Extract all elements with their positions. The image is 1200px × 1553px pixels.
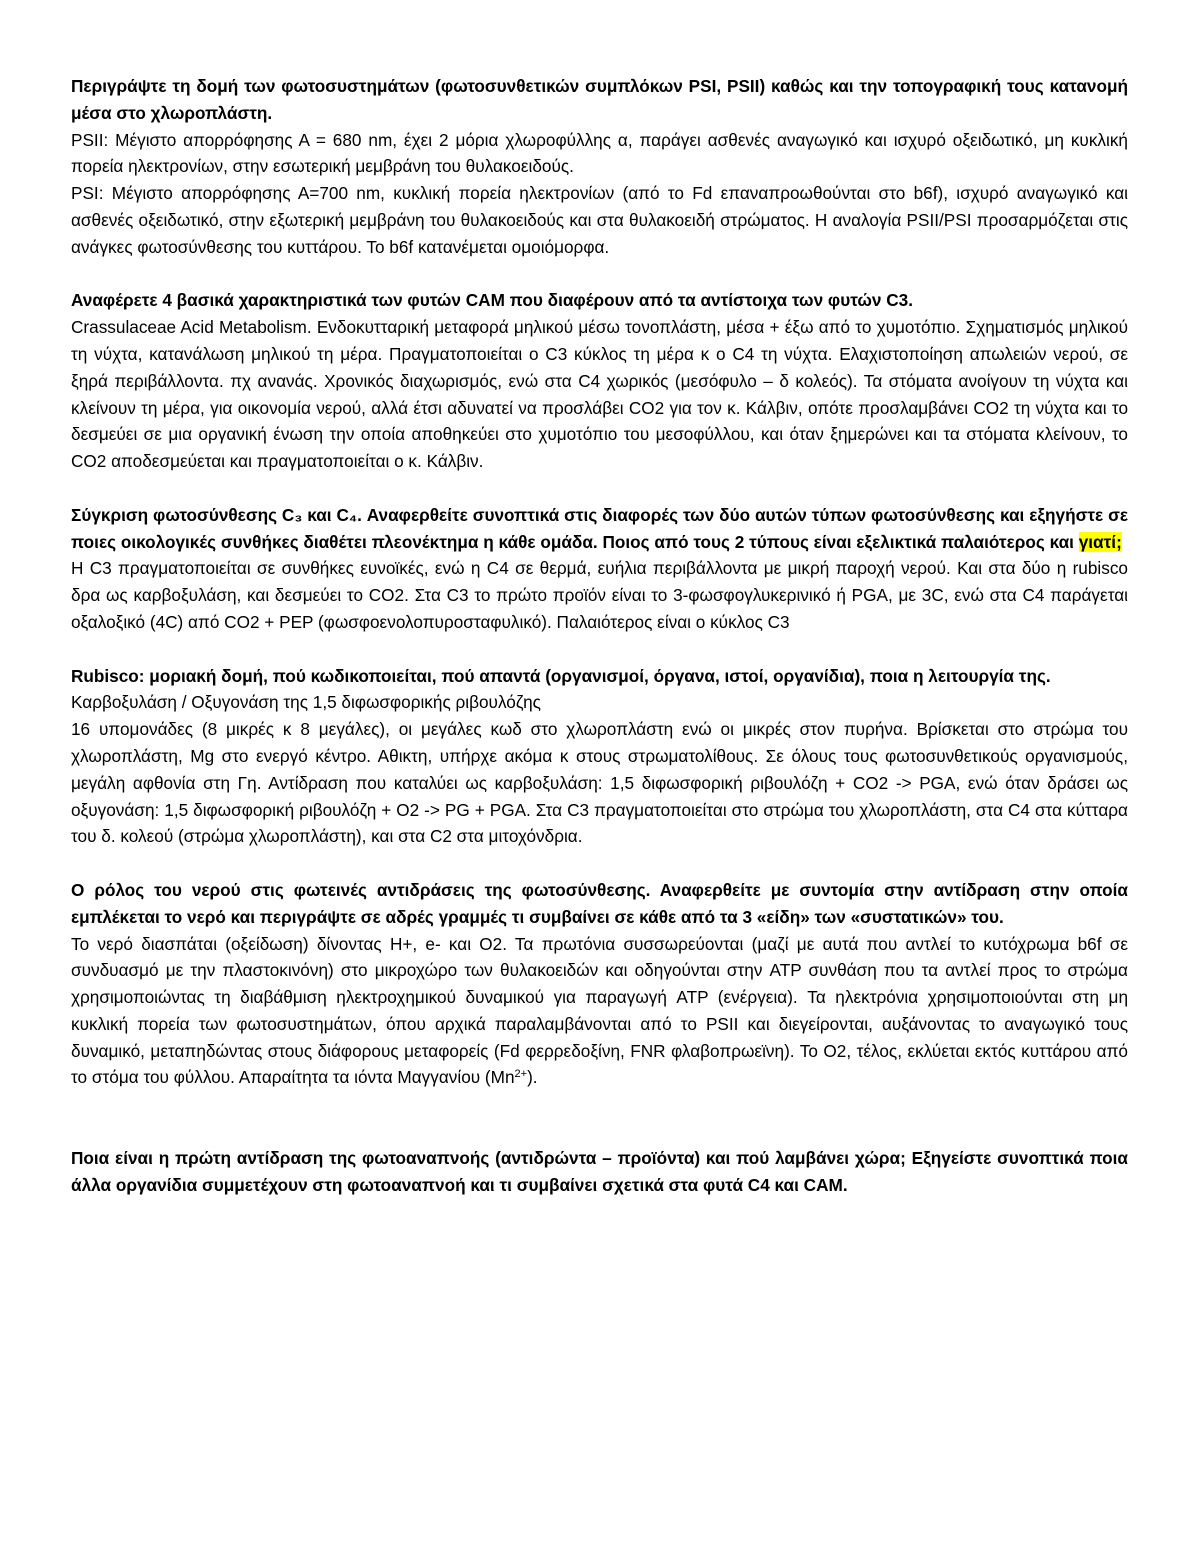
answer-water-end: ). [527,1067,538,1088]
answer-water [71,931,1128,1092]
answer-psii: PSII: Μέγιστο απορρόφησης Α = 680 nm, έχει 2 μόρια χλωροφύλλης α, παράγει ασθενές αναγωγικό και ισχυρό οξειδωτικό, μη κυκλική πορεία ηλεκτρονίων, στην εσωτερική μεμβράνη του θυλακοειδούς. [71,129,1128,177]
question-c3-c4 [71,502,1128,556]
answer-c3-c4: Η C3 πραγματοποιείται σε συνθήκες ευνοϊκές, ενώ η C4 σε θερμά, ευήλια περιβάλλοντα με μικρή παροχή νερού. Και στα δύο η rubisco δρα ως καρβοξυλάση, και δεσμεύει το CO2. Στα C3 το πρώτο προϊόν είναι το 3-φωσφογλυκερινικό ή PGA, με 3C, ενώ στα C4 παράγεται οξαλοξικό (4C) από CO2 + PEP (φωσφοενολοπυροσταφυλικό). Παλαιότερος είναι ο κύκλος C3 [71,558,1128,632]
question-photosystems: Περιγράψτε τη δομή των φωτοσυστημάτων (φωτοσυνθετικών συμπλόκων PSI, PSII) καθώς και την τοπογραφική τους κατανομή μέσα στο χλωροπλάστη. [71,76,1128,123]
question-cam: Αναφέρετε 4 βασικά χαρακτηριστικά των φυτών CAM που διαφέρουν από τα αντίστοιχα των φυτών C3. [71,290,913,311]
paragraph-spacer [71,1091,1128,1145]
question-c3-c4-text: Σύγκριση φωτοσύνθεσης C₃ και C₄. Αναφερθείτε συνοπτικά στις διαφορές των δύο αυτών τύπων φωτοσύνθεσης και εξηγήστε σε ποιες οικολογικές συνθήκες διαθέτει πλεονέκτημα η κάθε ομάδα. Ποιος από τους 2 τύπους είναι εξελικτικά παλαιότερος και [71,504,1128,552]
paragraph-spacer [71,261,1128,288]
highlighted-text: γιατί; [1078,531,1122,552]
answer-cam: Crassulaceae Acid Metabolism. Ενδοκυτταρική μεταφορά μηλικού μέσω τονοπλάστη, μέσα + έξω από το χυμοτόπιο. Σχηματισμός μηλικού τη νύχτα, κατανάλωση μηλικού τη μέρα. Πραγματοποιείται ο C3 κύκλος τη μέρα κ ο C4 τη νύχτα. Ελαχιστοποίηση απωλειών νερού, σε ξηρά περιβάλλοντα. πχ ανανάς. Χρονικός διαχωρισμός, ενώ στα C4 χωρικός (μεσόφυλο – δ κολεός). Τα στόματα ανοίγουν τη νύχτα και κλείνουν τη μέρα, για οικονομία νερού, αλλά έτσι αδυνατεί να προσλάβει CO2 για τον κ. Κάλβιν, οπότε προσλαμβάνει CO2 τη νύχτα και το δεσμεύει σε μια οργανική ένωση την οποία αποθηκεύει στο χυμοτόπιο του μεσοφύλλου, και όταν ξημερώνει και τα στόματα κλείνουν, το CO2 αποδεσμεύεται και πραγματοποιείται ο κ. Κάλβιν. [71,317,1128,472]
paragraph-spacer [71,475,1128,502]
question-water: Ο ρόλος του νερού στις φωτεινές αντιδράσεις της φωτοσύνθεσης. Αναφερθείτε με συντομία στην αντίδραση στην οποία εμπλέκεται το νερό και περιγράψτε σε αδρές γραμμές τι συμβαίνει σε κάθε από τα 3 «είδη» των «συστατικών» του. [71,879,1128,927]
document-body [71,73,1128,1198]
question-rubisco: Rubisco: μοριακή δομή, πού κωδικοποιείται, πού απαντά (οργανισμοί, όργανα, ιστοί, οργανίδια), ποια η λειτουργία της. [71,665,1051,686]
paragraph-spacer [71,636,1128,663]
answer-rubisco: 16 υπομονάδες (8 μικρές κ 8 μεγάλες), οι μεγάλες κωδ στο χλωροπλάστη ενώ οι μικρές στον πυρήνα. Βρίσκεται στο στρώμα του χλωροπλάστη, Mg στο ενεργό κέντρο. Αθικτη, υπήρχε ακόμα κ στους στρωματολίθους. Σε όλους τους φωτοσυνθετικούς οργανισμούς, μεγάλη αφθονία στη Γη. Αντίδραση που καταλύει ως καρβοξυλάση: 1,5 διφωσφορική ριβουλόζη + CO2 -> PGA, ενώ όταν δράσει ως οξυγονάση: 1,5 διφωσφορική ριβουλόζη + O2 -> PG + PGA. Στα C3 πραγματοποιείται στο στρώμα του χλωροπλάστη, στα C4 στα κύτταρα του δ. κολεού (στρώμα χλωροπλάστη), και στα C2 στα μιτοχόνδρια. [71,719,1128,847]
paragraph-spacer [71,850,1128,877]
answer-water-text: Το νερό διασπάται (οξείδωση) δίνοντας Η+, e- και Ο2. Τα πρωτόνια συσσωρεύονται (μαζί με αυτά που αντλεί το κυτόχρωμα b6f σε συνδυασμό με την πλαστοκινόνη) στο μικροχώρο των θυλακοειδών και οδηγούνται στην ATP συνθάση που τα αντλεί προς το στρώμα χρησιμοποιώντας τη διαβάθμιση ηλεκτροχημικού δυναμικού για παραγωγή ATP (ενέργεια). Τα ηλεκτρόνια χρησιμοποιούνται στη μη κυκλική πορεία των φωτοσυστημάτων, όπου αρχικά παραλαμβάνονται από το PSII και διεγείρονται, αυξάνοντας το αναγωγικό τους δυναμικό, μεταπηδώντας στους διάφορους μεταφορείς (Fd φερρεδοξίνη, FNR φλαβοπρωεϊνη). Το Ο2, τέλος, εκλύεται εκτός κυττάρου από το στόμα του φύλλου. Απαραίτητα τα ιόντα Μαγγανίου (Mn [71,933,1128,1088]
question-photorespiration: Ποια είναι η πρώτη αντίδραση της φωτοαναπνοής (αντιδρώντα – προϊόντα) και πού λαμβάνει χώρα; Εξηγείστε συνοπτικά ποια άλλα οργανίδια συμμετέχουν στη φωτοαναπνοή και τι συμβαίνει σχετικά στα φυτά C4 και CAM. [71,1147,1128,1195]
answer-psi: PSI: Μέγιστο απορρόφησης Α=700 nm, κυκλική πορεία ηλεκτρονίων (από το Fd επαναπροωθούνται στο b6f), ισχυρό αναγωγικό και ασθενές οξειδωτικό, στην εξωτερική μεμβράνη του θυλακοειδούς και στα θυλακοειδή στρώματος. Η αναλογία PSII/PSI προσαρμόζεται στις ανάγκες φωτοσύνθεσης του κυττάρου. Το b6f κατανέμεται ομοιόμορφα. [71,183,1128,257]
superscript-charge: 2+ [514,1068,528,1081]
answer-rubisco-title: Καρβοξυλάση / Οξυγονάση της 1,5 διφωσφορικής ριβουλόζης [71,692,541,713]
